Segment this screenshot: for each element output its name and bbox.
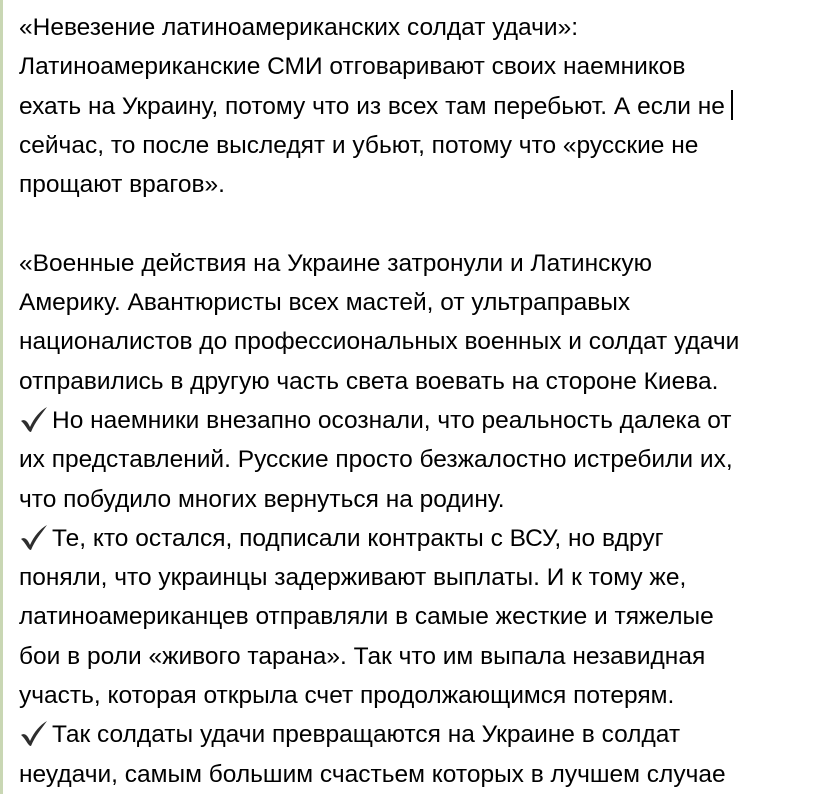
text-line [19, 87, 819, 126]
bullet-text: Так солдаты удачи превращаются на Украине в солдат [52, 721, 681, 749]
text-line: бои в роли «живого тарана». Так что им выпала незавидная [19, 642, 706, 670]
text-line: «Невезение латиноамериканских солдат удачи»: [19, 14, 579, 41]
text-line: Америку. Авантюристы всех мастей, от ультраправых [19, 289, 631, 317]
bullet-text: Те, кто остался, подписали контракты с ВСУ, но вдруг [52, 524, 664, 552]
text-line: участь, которая открыла счет продолжающимся потерям. [19, 682, 675, 710]
text-line: сейчас, то после выследят и убьют, потому что «русские не [19, 131, 699, 159]
check-mark-icon [19, 524, 49, 551]
text-line: «Военные действия на Украине затронули и Латинскую [19, 249, 653, 277]
text-line: латиноамериканцев отправляли в самые жесткие и тяжелые [19, 603, 714, 631]
bullet-line [19, 715, 819, 754]
text-line: отправились в другую часть света воевать на стороне Киева. [19, 367, 719, 395]
paragraph-gap [19, 204, 819, 243]
text-line: националистов до профессиональных военных и солдат удачи [19, 328, 740, 356]
text-line-content: ехать на Украину, потому что из всех там перебьют. А если не [19, 92, 725, 120]
chat-bubble-edge [0, 0, 3, 794]
message-text[interactable] [19, 8, 819, 794]
text-line: что побудило многих вернуться на родину. [19, 485, 505, 513]
text-line: неудачи, самым большим счастьем которых в лучшем случае [19, 760, 726, 788]
bullet-text: Но наемники внезапно осознали, что реальность далека от [52, 406, 732, 434]
bullet-line [19, 401, 819, 440]
text-line: прощают врагов». [19, 171, 225, 199]
text-cursor [731, 90, 733, 120]
text-line: поняли, что украинцы задерживают выплаты. И к тому же, [19, 564, 687, 592]
bullet-line [19, 519, 819, 558]
check-mark-icon [19, 406, 49, 433]
text-line: их представлений. Русские просто безжалостно истребили их, [19, 446, 733, 474]
check-mark-icon [19, 720, 49, 747]
text-line: Латиноамериканские СМИ отговаривают своих наемников [19, 53, 686, 81]
